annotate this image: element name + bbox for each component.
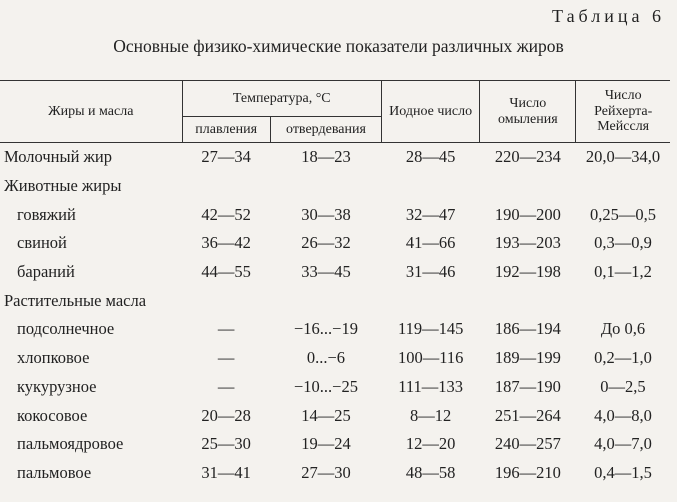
cell-iodine: 31—46 [405,262,456,282]
cell-solid: 26—32 [301,233,351,253]
table-row [0,430,670,459]
cell-melt: 20—28 [201,405,251,425]
cell-iodine: 119—145 [397,319,464,339]
cell-sap: 189—199 [494,348,561,368]
cell-solid: −16...−19 [293,319,358,339]
cell-rm: 0,1—1,2 [594,262,652,282]
row-name: Молочный жир [4,147,112,167]
cell-solid: −10...−25 [293,376,358,396]
table-title: Основные физико-химические показатели различных жиров [113,36,564,56]
group-label-animal: Животные жиры [4,176,122,196]
cell-rm: 0,25—0,5 [589,204,656,224]
cell-rm: До 0,6 [600,319,646,339]
header-reichert: Число Рейхерта-Мейссля [576,81,670,143]
cell-melt: 31—41 [201,462,251,482]
table-row [0,344,670,373]
cell-melt: 44—55 [201,262,251,282]
cell-melt: 42—52 [201,204,251,224]
cell-melt: — [217,376,235,396]
cell-melt: — [217,319,235,339]
table-number: Таблица 6 [552,6,665,26]
cell-rm: 0,4—1,5 [594,462,652,482]
row-name: хлопковое [17,348,90,368]
cell-iodine: 12—20 [405,434,456,454]
row-name: бараний [17,262,75,282]
cell-sap: 192—198 [494,262,561,282]
cell-rm: 0—2,5 [600,376,646,396]
cell-iodine: 48—58 [405,462,456,482]
cell-melt: — [217,348,235,368]
cell-iodine: 28—45 [405,147,456,167]
cell-solid: 30—38 [301,204,351,224]
cell-solid: 0...−6 [306,348,346,368]
header-melting: плавления [182,117,270,143]
table-row [0,200,670,229]
table-row [0,373,670,402]
cell-rm: 4,0—8,0 [594,405,652,425]
row-name: пальмоядровое [17,434,124,454]
table-row [0,143,670,172]
cell-solid: 19—24 [301,434,351,454]
cell-sap: 186—194 [494,319,561,339]
cell-solid: 27—30 [301,462,351,482]
row-name: свиной [17,233,67,253]
cell-sap: 193—203 [494,233,561,253]
table-row [0,258,670,287]
cell-sap: 190—200 [494,204,561,224]
row-name: пальмовое [17,462,92,482]
cell-solid: 14—25 [301,405,351,425]
cell-sap: 187—190 [494,376,561,396]
row-name: кукурузное [17,376,97,396]
row-name: подсолнечное [17,319,115,339]
header-iodine: Иодное число [382,81,480,143]
cell-iodine: 32—47 [405,204,456,224]
cell-iodine: 111—133 [398,376,464,396]
cell-rm: 0,2—1,0 [594,348,652,368]
header-saponification: Число омыления [480,81,576,143]
header-solidification: отвердевания [270,117,381,143]
cell-sap: 220—234 [494,147,561,167]
table-row [0,401,670,430]
table-row [0,459,670,488]
cell-sap: 240—257 [494,434,561,454]
cell-melt: 36—42 [201,233,251,253]
cell-sap: 196—210 [494,462,561,482]
table-row [0,229,670,258]
header-temperature: Температура, °С [182,81,382,117]
cell-melt: 27—34 [201,147,251,167]
table-row [0,172,670,201]
table-row [0,286,670,315]
row-name: говяжий [17,204,76,224]
cell-sap: 251—264 [494,405,561,425]
group-label-vegetable: Растительные масла [4,290,147,310]
cell-rm: 20,0—34,0 [585,147,661,167]
cell-iodine: 41—66 [405,233,456,253]
fats-table [0,80,670,487]
cell-melt: 25—30 [201,434,251,454]
cell-rm: 4,0—7,0 [594,434,652,454]
cell-solid: 33—45 [301,262,351,282]
row-name: кокосовое [17,405,88,425]
header-fats: Жиры и масла [48,103,134,119]
cell-iodine: 8—12 [410,405,452,425]
table-row [0,315,670,344]
cell-rm: 0,3—0,9 [594,233,652,253]
cell-iodine: 100—116 [397,348,464,368]
cell-solid: 18—23 [301,147,351,167]
